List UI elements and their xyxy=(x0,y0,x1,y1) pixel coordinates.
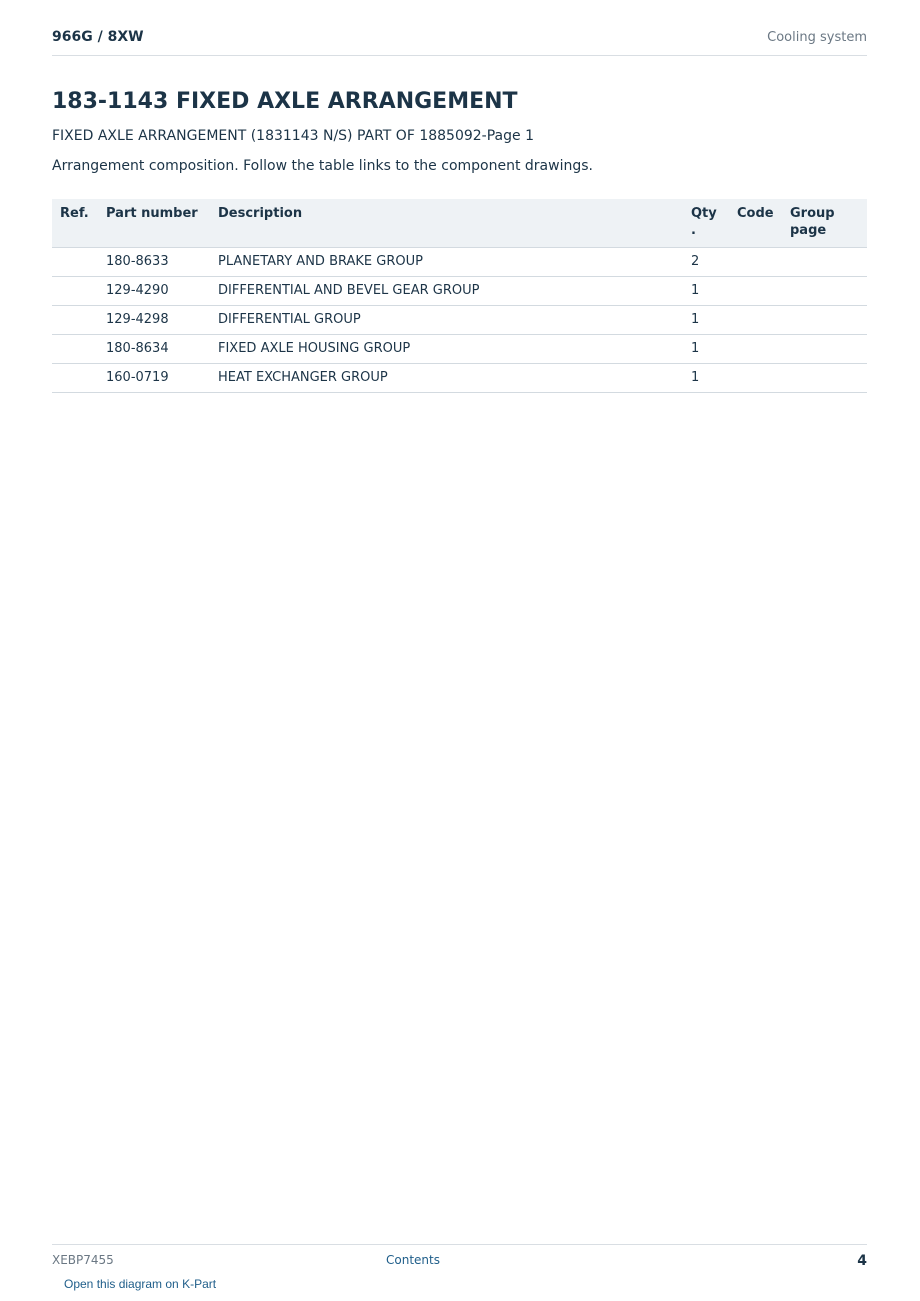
page-number: 4 xyxy=(857,1253,867,1269)
page-footer xyxy=(52,1244,867,1301)
cell-part-number[interactable]: 180-8634 xyxy=(106,335,218,364)
cell-group-page xyxy=(790,277,867,306)
document-id: XEBP7455 xyxy=(52,1253,114,1267)
cell-qty: 2 xyxy=(691,248,737,277)
table-row[interactable] xyxy=(52,248,867,277)
cell-part-number[interactable]: 129-4298 xyxy=(106,306,218,335)
table-row[interactable] xyxy=(52,277,867,306)
cell-qty: 1 xyxy=(691,364,737,393)
cell-code xyxy=(737,248,790,277)
machine-model: 966G / 8XW xyxy=(52,29,144,45)
column-header-ref: Ref. xyxy=(52,199,106,248)
cell-description: DIFFERENTIAL AND BEVEL GEAR GROUP xyxy=(218,277,691,306)
cell-description: HEAT EXCHANGER GROUP xyxy=(218,364,691,393)
cell-qty: 1 xyxy=(691,277,737,306)
cell-ref xyxy=(52,364,106,393)
column-header-group-page: Group page xyxy=(790,199,867,248)
arrangement-subtitle: FIXED AXLE ARRANGEMENT (1831143 N/S) PART OF 1885092-Page 1 xyxy=(52,128,534,144)
parts-table xyxy=(52,199,867,393)
table-row[interactable] xyxy=(52,306,867,335)
document-page xyxy=(52,0,867,1300)
cell-qty: 1 xyxy=(691,335,737,364)
table-header-row xyxy=(52,199,867,248)
cell-group-page xyxy=(790,364,867,393)
cell-group-page xyxy=(790,335,867,364)
cell-description: DIFFERENTIAL GROUP xyxy=(218,306,691,335)
arrangement-note: Arrangement composition. Follow the table links to the component drawings. xyxy=(52,158,593,174)
cell-ref xyxy=(52,335,106,364)
cell-description: FIXED AXLE HOUSING GROUP xyxy=(218,335,691,364)
cell-code xyxy=(737,306,790,335)
cell-part-number[interactable]: 129-4290 xyxy=(106,277,218,306)
cell-group-page xyxy=(790,248,867,277)
page-header xyxy=(52,28,867,56)
table-row[interactable] xyxy=(52,335,867,364)
column-header-qty: Qty . xyxy=(691,199,737,248)
cell-code xyxy=(737,364,790,393)
cell-group-page xyxy=(790,306,867,335)
column-header-description: Description xyxy=(218,199,691,248)
cell-qty: 1 xyxy=(691,306,737,335)
page-title: 183-1143 FIXED AXLE ARRANGEMENT xyxy=(52,89,518,114)
table-row[interactable] xyxy=(52,364,867,393)
contents-link[interactable]: Contents xyxy=(386,1253,440,1267)
cell-description: PLANETARY AND BRAKE GROUP xyxy=(218,248,691,277)
cell-part-number[interactable]: 160-0719 xyxy=(106,364,218,393)
section-name: Cooling system xyxy=(767,30,867,45)
open-kpart-link[interactable]: Open this diagram on K-Part xyxy=(64,1277,217,1291)
cell-code xyxy=(737,277,790,306)
cell-ref xyxy=(52,277,106,306)
cell-ref xyxy=(52,306,106,335)
column-header-code: Code xyxy=(737,199,790,248)
cell-ref xyxy=(52,248,106,277)
column-header-part-number: Part number xyxy=(106,199,218,248)
cell-part-number[interactable]: 180-8633 xyxy=(106,248,218,277)
cell-code xyxy=(737,335,790,364)
